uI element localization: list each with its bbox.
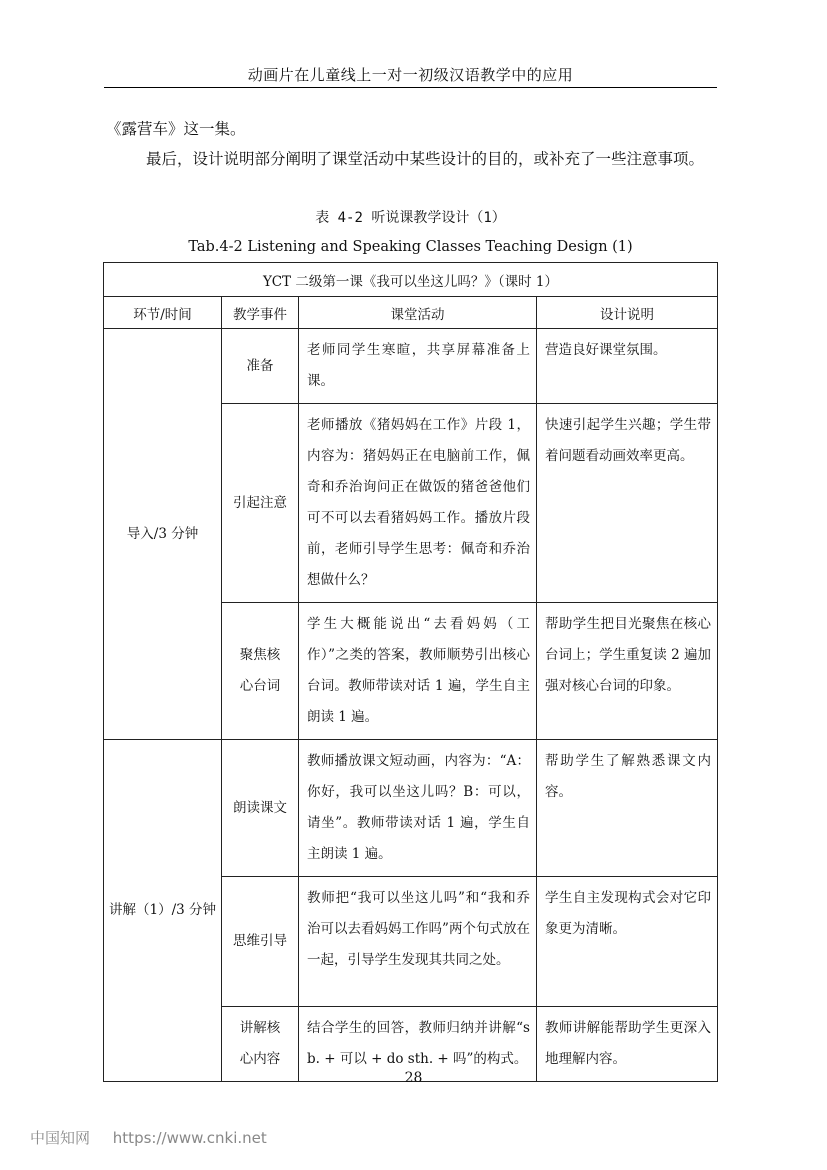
note-cell: 学生自主发现构式会对它印象更为清晰。 bbox=[537, 877, 718, 1007]
activity-cell: 学生大概能说出“去看妈妈（工作）”之类的答案，教师顺势引出核心台词。教师带读对话 1 遍，学生自主朗读 1 遍。 bbox=[299, 603, 537, 740]
stage-cell: 讲解（1）/3 分钟 bbox=[104, 740, 222, 1082]
column-header-note: 设计说明 bbox=[537, 297, 718, 329]
table-caption-english: Tab.4-2 Listening and Speaking Classes Teaching Design (1) bbox=[188, 239, 633, 255]
activity-cell: 教师把“我可以坐这儿吗”和“我和乔治可以去看妈妈工作吗”两个句式放在一起，引导学生发现其共同之处。 bbox=[299, 877, 537, 1007]
note-cell: 营造良好课堂氛围。 bbox=[537, 329, 718, 404]
activity-cell: 结合学生的回答，教师归纳并讲解“sb. + 可以 + do sth. + 吗”的构式。 bbox=[299, 1007, 537, 1082]
stage-cell: 导入/3 分钟 bbox=[104, 329, 222, 740]
watermark-brand: 中国知网 bbox=[30, 1129, 91, 1147]
body-paragraph-1: 《露营车》这一集。 bbox=[106, 120, 246, 138]
activity-cell: 教师播放课文短动画，内容为：“A：你好，我可以坐这儿吗？B：可以，请坐”。教师带读对话 1 遍，学生自主朗读 1 遍。 bbox=[299, 740, 537, 877]
table-row bbox=[104, 329, 718, 404]
event-cell: 讲解核心内容 bbox=[222, 1007, 299, 1082]
column-header-event: 教学事件 bbox=[222, 297, 299, 329]
note-cell: 帮助学生了解熟悉课文内容。 bbox=[537, 740, 718, 877]
event-cell: 朗读课文 bbox=[222, 740, 299, 877]
body-paragraph-2: 最后，设计说明部分阐明了课堂活动中某些设计的目的，或补充了一些注意事项。 bbox=[146, 150, 705, 168]
cnki-watermark bbox=[30, 1127, 267, 1148]
watermark-url: https://www.cnki.net bbox=[112, 1129, 267, 1147]
note-cell: 帮助学生把目光聚焦在核心台词上；学生重复读 2 遍加强对核心台词的印象。 bbox=[537, 603, 718, 740]
activity-cell: 老师同学生寒暄，共享屏幕准备上课。 bbox=[299, 329, 537, 404]
table-caption-chinese: 表 4-2 听说课教学设计（1） bbox=[315, 210, 506, 226]
teaching-design-table bbox=[103, 262, 718, 1082]
event-cell: 思维引导 bbox=[222, 877, 299, 1007]
note-cell: 教师讲解能帮助学生更深入地理解内容。 bbox=[537, 1007, 718, 1082]
column-header-stage: 环节/时间 bbox=[104, 297, 222, 329]
column-header-activity: 课堂活动 bbox=[299, 297, 537, 329]
running-header: 动画片在儿童线上一对一初级汉语教学中的应用 bbox=[104, 64, 717, 88]
activity-cell: 老师播放《猪妈妈在工作》片段 1，内容为：猪妈妈正在电脑前工作，佩奇和乔治询问正在做饭的猪爸爸他们可不可以去看猪妈妈工作。播放片段前，老师引导学生思考：佩奇和乔治想做什么？ bbox=[299, 404, 537, 603]
note-cell: 快速引起学生兴趣；学生带着问题看动画效率更高。 bbox=[537, 404, 718, 603]
table-row bbox=[104, 740, 718, 877]
event-cell: 引起注意 bbox=[222, 404, 299, 603]
event-cell: 准备 bbox=[222, 329, 299, 404]
table-title: YCT 二级第一课《我可以坐这儿吗？》（课时 1） bbox=[104, 263, 718, 297]
event-cell: 聚焦核心台词 bbox=[222, 603, 299, 740]
page-number: 28 bbox=[404, 1070, 423, 1086]
